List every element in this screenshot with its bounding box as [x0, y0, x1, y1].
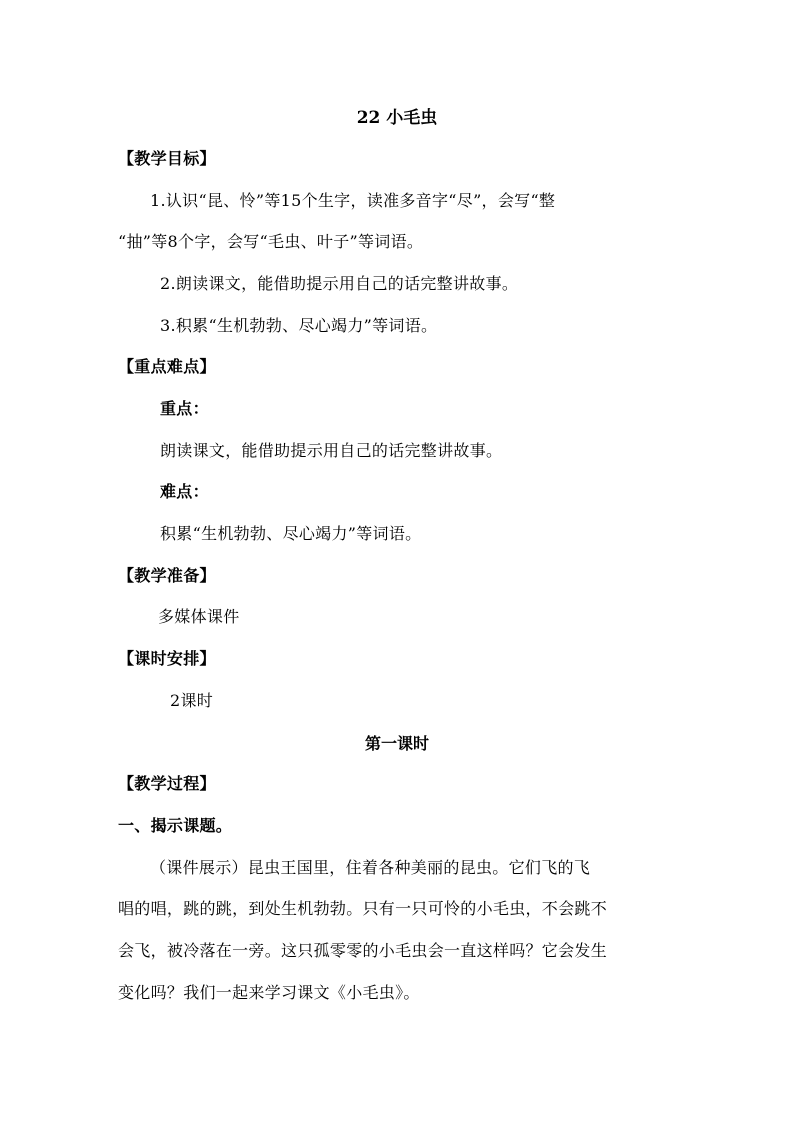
process-heading: 【教学过程】: [118, 774, 216, 793]
paragraph-line-3: 会飞，被冷落在一旁。这只孤零零的小毛虫会一直这样吗？它会发生: [118, 941, 608, 960]
objective-1-line-2: “抽”等8个字，会写“毛虫、叶子”等词语。: [118, 232, 424, 251]
preparation-heading: 【教学准备】: [118, 566, 216, 585]
difficult-point-text: 积累“生机勃勃、尽心竭力”等词语。: [160, 524, 422, 543]
objective-2: 2.朗读课文，能借助提示用自己的话完整讲故事。: [160, 274, 519, 293]
schedule-text: 2课时: [170, 691, 214, 710]
paragraph-line-4: 变化吗？我们一起来学习课文《小毛虫》。: [118, 983, 420, 1002]
objective-3: 3.积累“生机勃勃、尽心竭力”等词语。: [160, 316, 438, 335]
key-point-text: 朗读课文，能借助提示用自己的话完整讲故事。: [160, 441, 503, 460]
paragraph-line-1: （课件展示）昆虫王国里，住着各种美丽的昆虫。它们飞的飞: [150, 858, 591, 877]
key-points-heading: 【重点难点】: [118, 357, 216, 376]
preparation-text: 多媒体课件: [158, 607, 240, 626]
key-point-label: 重点：: [160, 399, 209, 418]
step-1-heading: 一、揭示课题。: [118, 816, 233, 835]
objectives-heading: 【教学目标】: [118, 149, 216, 168]
objective-1-line-1: 1.认识“昆、怜”等15个生字，读准多音字“尽”，会写“整: [150, 191, 556, 210]
document-title: 22 小毛虫: [356, 108, 438, 128]
difficult-point-label: 难点：: [160, 482, 209, 501]
paragraph-line-2: 唱的唱，跳的跳，到处生机勃勃。只有一只可怜的小毛虫，不会跳不: [118, 899, 608, 918]
schedule-heading: 【课时安排】: [118, 649, 216, 668]
lesson-subtitle: 第一课时: [364, 734, 429, 753]
